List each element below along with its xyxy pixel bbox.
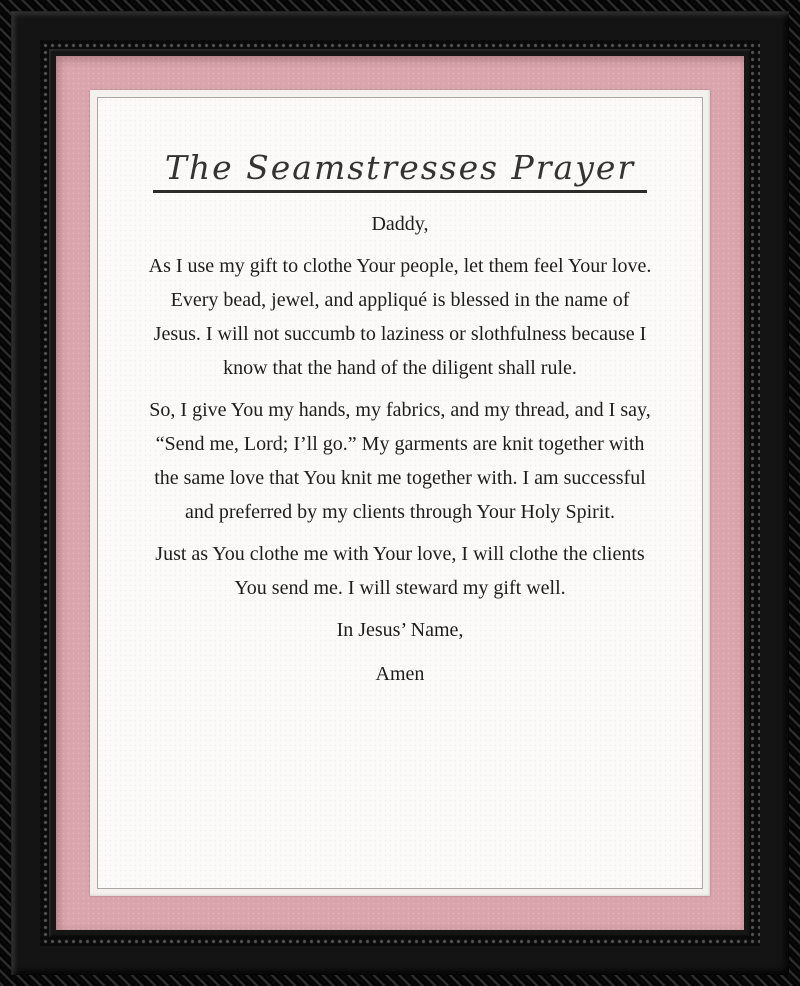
mat-bevel-edge — [90, 90, 710, 896]
prayer-paper — [97, 97, 703, 889]
picture-frame-beaded-border — [40, 40, 760, 946]
salutation: Daddy, — [371, 213, 429, 235]
prayer-paragraph: So, I give You my hands, my fabrics, and my thread, and I say, “Send me, Lord; I’ll go.” My garments are knit together with the same love that You knit me together with. I am successful and preferred by my clients through Your Holy Spirit. — [149, 399, 651, 523]
amen-line: Amen — [375, 663, 425, 685]
prayer-content — [98, 98, 702, 691]
closing-line: In Jesus’ Name, — [336, 619, 464, 641]
prayer-paragraph: As I use my gift to clothe Your people, let them feel Your love. Every bead, jewel, and appliqué is blessed in the name of Jesus. I will not succumb to laziness or slothfulness because I know that the hand of the diligent shall rule. — [148, 255, 652, 379]
picture-frame-inner-lip — [49, 49, 751, 937]
pink-mat — [56, 56, 744, 930]
prayer-title: The Seamstresses Prayer — [153, 148, 647, 193]
picture-frame-bevel — [11, 11, 789, 975]
prayer-paragraph: Just as You clothe me with Your love, I will clothe the clients You send me. I will steward my gift well. — [155, 543, 645, 599]
title-row — [148, 148, 652, 207]
